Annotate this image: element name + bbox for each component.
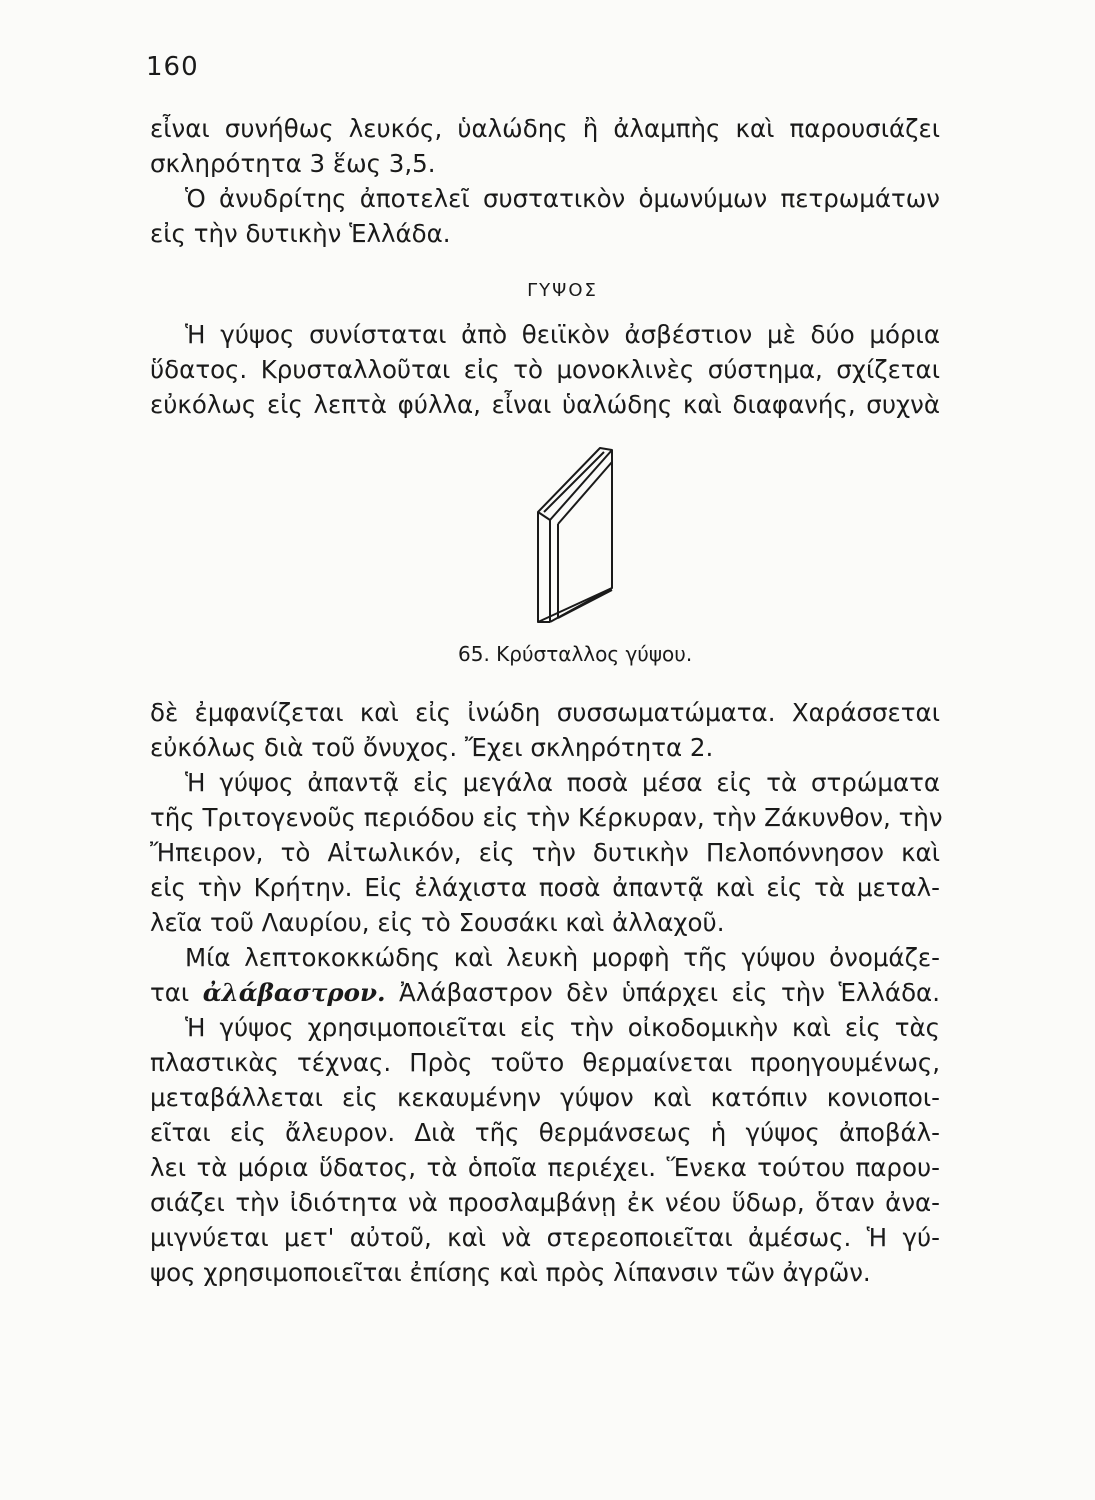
text-line: εἶναι συνήθως λευκός, ὑαλώδης ἢ ἀλαμπὴς καὶ παρουσιάζει [150,114,940,143]
text-line: τῆς Τριτογενοῦς περιόδου εἰς τὴν Κέρκυραν, τὴν Ζάκυνθον, τὴν [150,803,943,832]
alabaster-prefix: ται [150,978,190,1007]
text-line: ψος χρησιμοποιεῖται ἐπίσης καὶ πρὸς λίπανσιν τῶν ἀγρῶν. [150,1258,871,1287]
text-line: μιγνύεται μετ' αὐτοῦ, καὶ νὰ στερεοποιεῖται ἀμέσως. Ἡ γύ- [150,1223,940,1252]
text-line: εὐκόλως διὰ τοῦ ὄνυχος. Ἔχει σκληρότητα 2. [150,733,714,762]
text-line: Μία λεπτοκοκκώδης καὶ λευκὴ μορφὴ τῆς γύψου ὀνομάζε- [185,943,940,972]
alabaster-term: ἀλάβαστρον. [202,978,386,1007]
text-line: σιάζει τὴν ἰδιότητα νὰ προσλαμβάνῃ ἐκ νέου ὕδωρ, ὅταν ἀνα- [150,1188,940,1217]
text-line: Ἡ γύψος συνίσταται ἀπὸ θειϊκὸν ἀσβέστιον μὲ δύο μόρια [185,320,940,349]
text-line: λει τὰ μόρια ὕδατος, τὰ ὁποῖα περιέχει. Ἕνεκα τούτου παρου- [150,1153,940,1182]
text-line-alabaster [150,976,940,1010]
text-line: εῖται εἰς ἄλευρον. Διὰ τῆς θερμάνσεως ἡ γύψος ἀποβάλ- [150,1118,940,1147]
text-line: εἰς τὴν Κρήτην. Εἰς ἐλάχιστα ποσὰ ἀπαντᾷ καὶ εἰς τὰ μεταλ- [150,873,940,902]
text-line: λεῖα τοῦ Λαυρίου, εἰς τὸ Σουσάκι καὶ ἀλλαχοῦ. [150,908,725,937]
gypsum-crystal-drawing-icon [520,440,630,640]
alabaster-rest: Ἀλάβαστρον δὲν ὑπάρχει εἰς τὴν Ἑλλάδα. [399,978,940,1007]
text-line: μεταβάλλεται εἰς κεκαυμένην γύψον καὶ κατόπιν κονιοποι- [150,1083,940,1112]
text-line: πλαστικὰς τέχνας. Πρὸς τοῦτο θερμαίνεται προηγουμένως, [150,1048,940,1077]
text-line: Ἡ γύψος ἀπαντᾷ εἰς μεγάλα ποσὰ μέσα εἰς τὰ στρώματα [185,768,940,797]
text-line: Ὁ ἀνυδρίτης ἀποτελεῖ συστατικὸν ὁμωνύμων πετρωμάτων [185,184,940,213]
text-line: ὕδατος. Κρυσταλλοῦται εἰς τὸ μονοκλινὲς σύστημα, σχίζεται [150,355,940,384]
text-line: Ἤπειρον, τὸ Αἰτωλικόν, εἰς τὴν δυτικὴν Πελοπόννησον καὶ [150,838,940,867]
figure-caption: 65. Κρύσταλλος γύψου. [458,642,693,666]
text-line: Ἡ γύψος χρησιμοποιεῖται εἰς τὴν οἰκοδομικὴν καὶ εἰς τὰς [185,1013,940,1042]
text-line: σκληρότητα 3 ἕως 3,5. [150,149,436,178]
text-line: δὲ ἐμφανίζεται καὶ εἰς ἰνώδη συσσωματώματα. Χαράσσεται [150,698,940,727]
page-number: 160 [146,52,199,82]
text-line: εὐκόλως εἰς λεπτὰ φύλλα, εἶναι ὑαλώδης καὶ διαφανής, συχνὰ [150,390,940,419]
text-line: εἰς τὴν δυτικὴν Ἑλλάδα. [150,219,451,248]
section-heading: ΓΥΨΟΣ [527,280,598,301]
